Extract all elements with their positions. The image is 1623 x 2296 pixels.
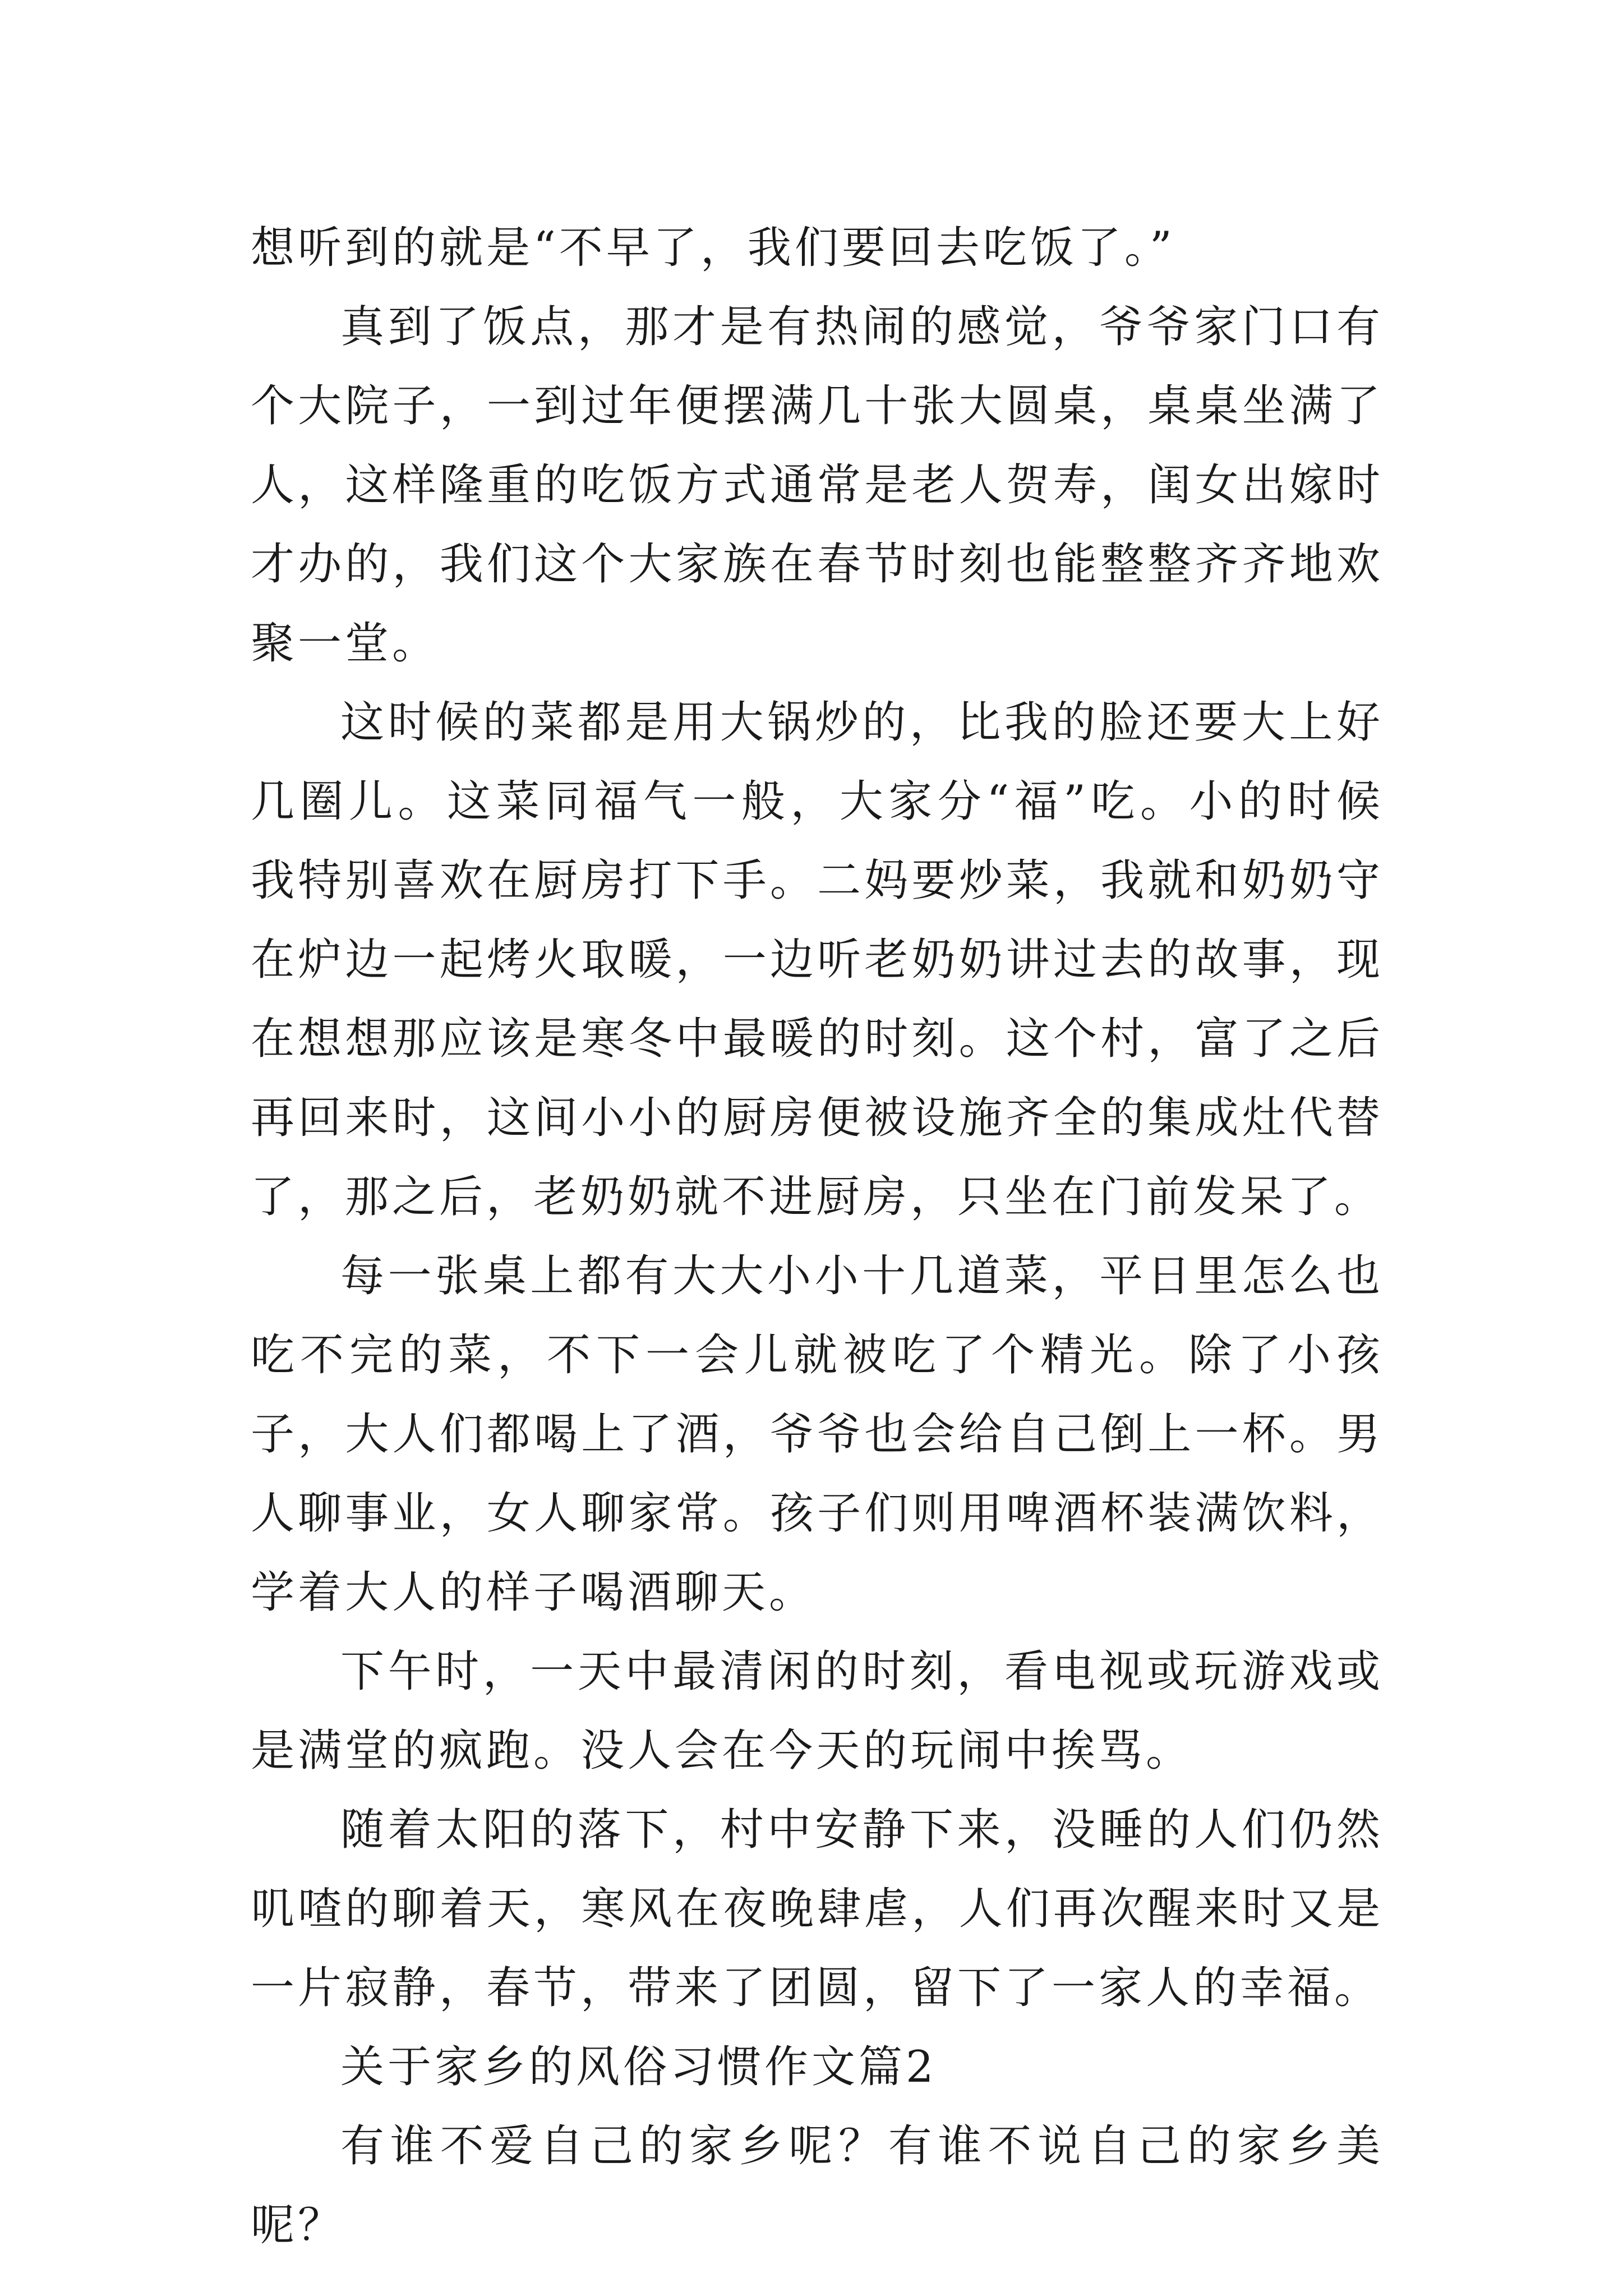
paragraph-afternoon: 下午时，一天中最清闲的时刻，看电视或玩游戏或是满堂的疯跑。没人会在今天的玩闹中挨骂。 (251, 1646, 1384, 1776)
paragraph-hometown-question: 有谁不爱自己的家乡呢？有谁不说自己的家乡美呢？ (251, 2121, 1384, 2251)
paragraph-kitchen-memories: 这时候的菜都是用大锅炒的，比我的脸还要大上好几圈儿。这菜同福气一般，大家分“福”吃。小的时候我特别喜欢在厨房打下手。二妈要炒菜，我就和奶奶守在炉边一起烤火取暖，一边听老奶奶讲过去的故事，现在想想那应该是寒冬中最暖的时刻。这个村，富了之后再回来时，这间小小的厨房便被设施齐全的集成灶代替了，那之后，老奶奶就不进厨房，只坐在门前发呆了。 (251, 697, 1384, 1222)
paragraph-evening: 随着太阳的落下，村中安静下来，没睡的人们仍然叽喳的聊着天，寒风在夜晚肆虐，人们再次醒来时又是一片寂静，春节，带来了团圆，留下了一家人的幸福。 (251, 1805, 1384, 2013)
document-body (251, 209, 1384, 2265)
section-heading: 关于家乡的风俗习惯作文篇2 (340, 2042, 937, 2092)
paragraph-dishes-and-toasts: 每一张桌上都有大大小小十几道菜，平日里怎么也吃不完的菜，不下一会儿就被吃了个精光。除了小孩子，大人们都喝上了酒，爷爷也会给自己倒上一杯。男人聊事业，女人聊家常。孩子们则用啤酒杯装满饮料，学着大人的样子喝酒聊天。 (251, 1251, 1384, 1618)
paragraph-continuation: 想听到的就是“不早了，我们要回去吃饭了。” (251, 223, 1175, 273)
paragraph-courtyard-feast: 真到了饭点，那才是有热闹的感觉，爷爷家门口有个大院子，一到过年便摆满几十张大圆桌，桌桌坐满了人，这样隆重的吃饭方式通常是老人贺寿，闺女出嫁时才办的，我们这个大家族在春节时刻也能整整齐齐地欢聚一堂。 (251, 302, 1384, 669)
